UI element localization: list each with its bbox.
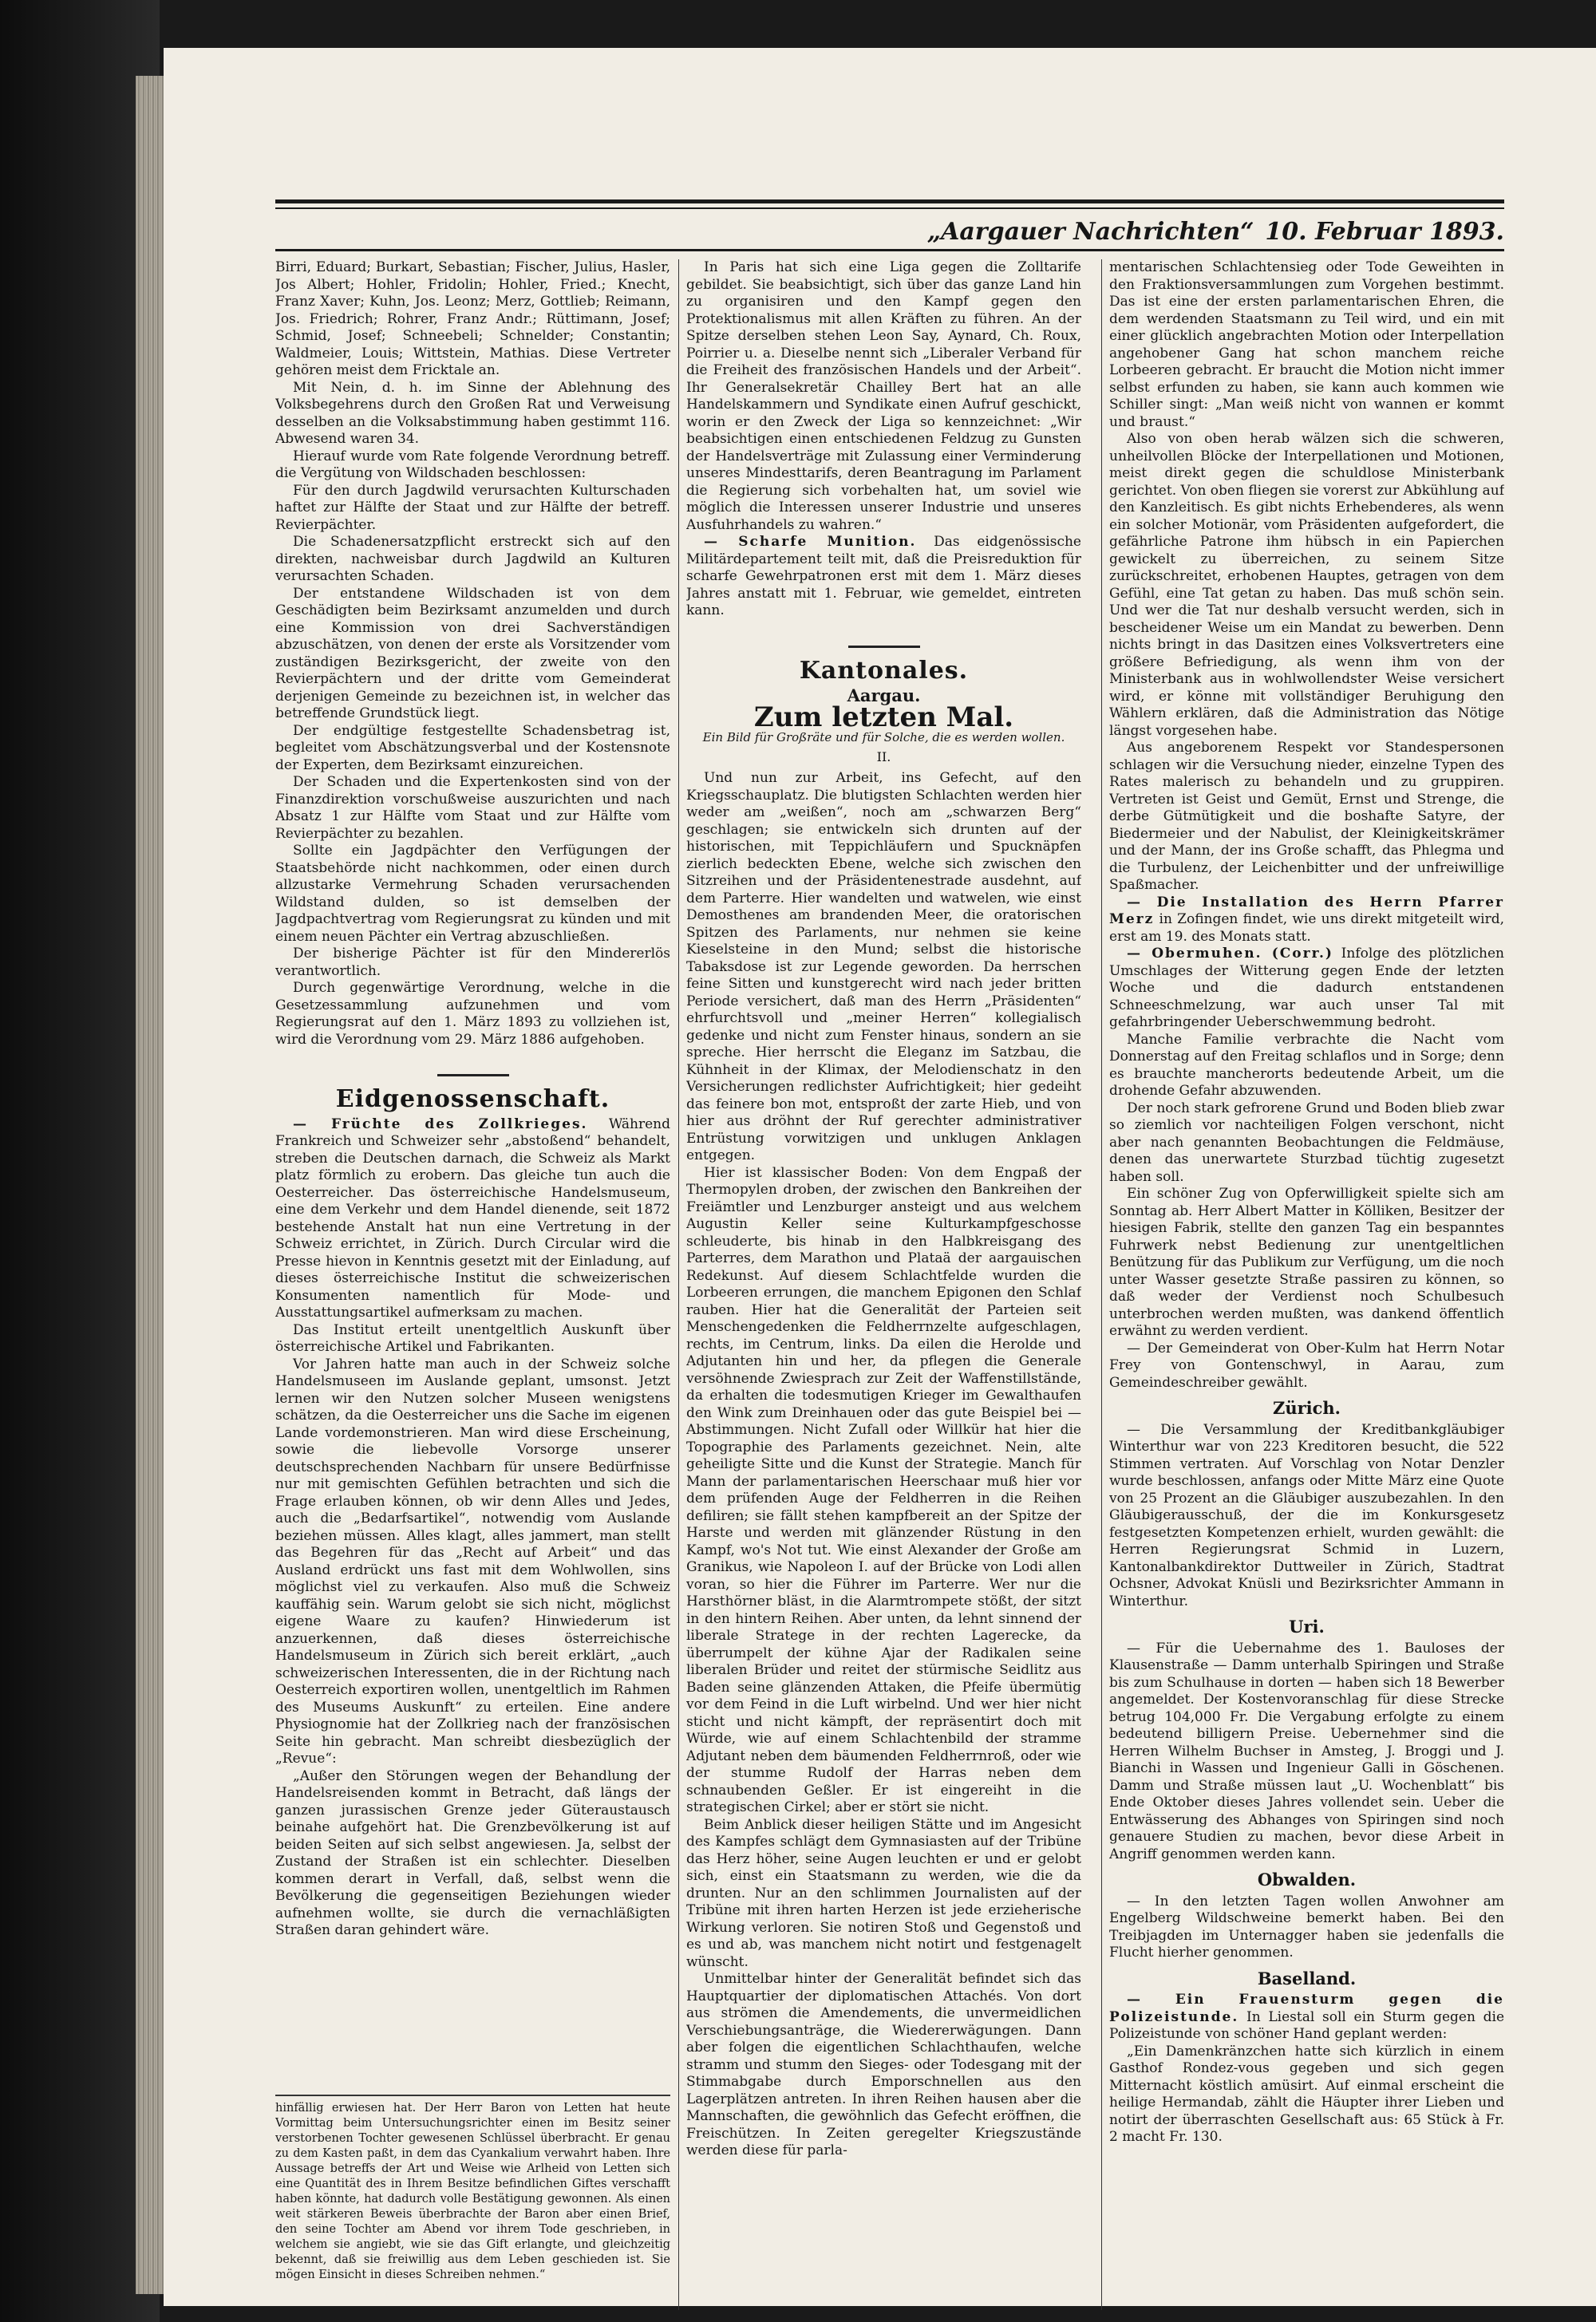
newspaper-page: [164, 48, 1596, 2306]
article-text: In Liestal soll ein Sturm gegen die Polizeistunde von schöner Hand geplant werden:: [1109, 2008, 1504, 2042]
issue-date: 10. Februar 1893.: [1265, 217, 1504, 246]
section-heading-kantonales: Kantonales.: [799, 656, 969, 685]
paragraph: Aus angeborenem Respekt vor Standespersonen schlagen wir die Versuchung nieder, einzelne Typen des Rates malerisch zu behandeln und zu gruppiren. Vertreten ist Geist und Gemüt, Ernst und Strenge, die derbe Gütmütigkeit und die boshafte Satyre, der Biedermeier und der Nabulist, der Kleinigkeitskrämer und der Mann, der ins Große schafft, das Phlegma und die Turbulenz, der Leichenbitter und der unfreiwillige Spaßmacher.: [1109, 740, 1504, 893]
section-heading-eidgenossenschaft: Eidgenossenschaft.: [335, 1085, 610, 1113]
section-divider: [437, 1074, 509, 1076]
paragraph: Für den durch Jagdwild verursachten Kulturschaden haftet zur Hälfte der Staat und zur Hälfte der betreff. Revierpächter.: [275, 482, 670, 533]
article-tagline: Ein Bild für Großräte und für Solche, die es werden wollen.: [702, 730, 1065, 744]
article-lead: — Die Installation des Herrn Pfarrer Merz: [1109, 894, 1504, 927]
page-header: [275, 215, 1504, 247]
section-divider: [848, 646, 920, 648]
paragraph: „Ein Damenkränzchen hatte sich kürzlich in einem Gasthof Rondez-vous gegeben und sich gegen Mitternacht köstlich amüsirt. Auf einmal erscheint die heilige Hermandab, zählt die Häupter ihrer Lieben und notirt der überraschten Gesellschaft aus: 65 Stück à Fr. 2 macht Fr. 130.: [1109, 2043, 1504, 2145]
paragraph: Beim Anblick dieser heiligen Stätte und im Angesicht des Kampfes schlägt dem Gymnasiasten auf der Tribüne das Herz höher, seine Augen leuchten er und er gelobt sich, einst ein Staatsmann zu werden, wie die da drunten. Nur an den schlimmen Journalisten auf der Tribüne mit ihren harten Herzen ist jede erzieherische Wirkung verloren. Sie notiren Stoß und Gegenstoß und es und ab, was manchem nicht notirt und festgenagelt wünscht.: [686, 1816, 1081, 1970]
top-rule: [275, 199, 1504, 203]
paragraph: Mit Nein, d. h. im Sinne der Ablehnung des Volksbegehrens durch den Großen Rat und Verweisung desselben an die Volksabstimmung haben gestimmt 116. Abwesend waren 34.: [275, 379, 670, 447]
paragraph: mentarischen Schlachtensieg oder Tode Geweihten in den Fraktionsversammlungen zum Vorgehen bestimmt. Das ist eine der ersten parlamentarischen Ehren, die dem werdenden Staatsmann zu Teil wird, und ein mit einer glücklich angebrachten Motion oder Interpellation angehobener Gang hat schon manchem reiche Lorbeeren gebracht. Er braucht die Motion nicht immer selbst erfunden zu haben, sie kann auch kommen wie Schiller singt: „Man weiß nicht von wannen er kommt und braust.“: [1109, 259, 1504, 430]
header-rule: [275, 249, 1504, 251]
paragraph: — Die Versammlung der Kreditbankgläubiger Winterthur war von 223 Kreditoren besucht, die 522 Stimmen vertraten. Auf Vorschlag von Notar Denzler wurde beschlossen, anfangs oder Mitte März eine Quote von 25 Prozent an die Gläubiger auszubezahlen. In den Gläubigerausschuß, der die im Konkursgesetz festgesetzten Kompetenzen erhielt, wurden gewählt: die Herren Regierungsrat Schmid in Luzern, Kantonalbankdirektor Duttweiler in Zürich, Stadtrat Ochsner, Advokat Knüsli und Bezirksrichter Ammann in Winterthur.: [1109, 1421, 1504, 1609]
top-rule-thin: [275, 207, 1504, 209]
paragraph: „Außer den Störungen wegen der Behandlung der Handelsreisenden kommt in Betracht, daß längs der ganzen jurassischen Grenze jeder Güteraustausch beinahe aufgehört hat. Die Grenzbevölkerung ist auf beiden Seiten auf sich selbst angewiesen. Ja, selbst der Zustand der Straßen ist ein schlechter. Dieselben kommen derart in Verfall, daß, selbst wenn die Bevölkerung die gegenseitigen Beziehungen wieder aufnehmen wollte, sie durch die vernachläßigten Straßen daran gehindert wäre.: [275, 1767, 670, 1938]
column-rule: [678, 259, 679, 2310]
article-lead: — Obermuhen. (Corr.): [1127, 946, 1333, 962]
paragraph: Der noch stark gefrorene Grund und Boden blieb zwar so ziemlich vor nachteiligen Folgen verschont, nicht aber nach genannten Beobachtungen die Feldmäuse, denen das unerwartete Sturzbad tüchtig zugesetzt haben soll.: [1109, 1100, 1504, 1185]
paragraph: In Paris hat sich eine Liga gegen die Zolltarife gebildet. Sie beabsichtigt, sich über das ganze Land hin zu organisiren und den Kampf gegen den Protektionalismus mit allen Kräften zu führen. An der Spitze derselben stehen Leon Say, Aynard, Ch. Roux, Poirrier u. a. Dieselbe nennt sich „Liberaler Verband für die Freiheit des französischen Handels und der Arbeit“. Ihr Generalsekretär Chailley Bert hat an alle Handelskammern und Syndikate einen Aufruf geschickt, worin er den Zweck der Liga so kennzeichnet: „Wir beabsichtigen einen entschiedenen Feldzug zu Gunsten der Handelsverträge mit Zulassung einer Verminderung unseres Mindesttarifs, deren Beantragung im Parlament die Regierung sich vorbehalten hat, um soviel wie möglich die Interessen unserer Industrie und unseres Ausfuhrhandels zu wahren.“: [686, 259, 1081, 533]
paragraph: [686, 534, 1081, 620]
paragraph: Hier ist klassischer Boden: Von dem Engpaß der Thermopylen droben, der zwischen den Bankreihen der Freiämtler und Lenzburger ansteigt und aus welchem Augustin Keller seine Kulturkampfgeschosse schleuderte, bis hinab in den Halbkreisgang des Parterres, dem Marathon und Plataä der aargauischen Redekunst. Auf diesem Schlachtfelde wurden die Lorbeeren errungen, die manchem Epigonen den Schlaf rauben. Hier hat die Generalität der Parteien seit Menschengedenken die Feldherrnzelte aufgeschlagen, rechts, im Centrum, links. Da eilen die Herolde und Adjutanten hin und her, da pflegen die Generale versöhnende Zwiesprach zur Zeit der Waffenstillstände, da erhalten die todesmutigen Krieger im Gewalthaufen den Wink zum Dreinhauen oder das gute Beispiel bei — Abstimmungen. Nicht Zufall oder Willkür hat hier die Topographie des Parlaments gezeichnet. Nein, alte geheiligte Sitte und die Kunst der Strategie. Manch für Mann der parlamentarischen Heerschaar muß hier vor dem prüfenden Auge der Feldherren in die Reihen defiliren; sie fällt stehen kampfbereit an der Spitze der Harste und werden mit glänzender Rüstung in den Kampf, wo's Not tut. Wie einst Alexander der Große am Granikus, wie Napoleon I. auf der Brücke von Lodi allen voran, so hier die Führer im Parterre. Wer nur die Harsthörner bläst, in die Alarmtrompete stößt, der sitzt in den hintern Reihen. Aber unten, da lehnt sinnend der liberale Stratege in der rechten Lagerecke, da überrumpelt der kühne Ajar der Radikalen seine liberalen Brüder und reitet der stürmische Seidlitz aus Baden seine glänzenden Attaken, die Pfeife übermütig vor dem Feind in die Luft wirbelnd. Und wer hier nicht sticht und nicht kämpft, der repräsentirt doch mit Würde, wie auf einem Schlachtenbild der stramme Adjutant neben dem bäumenden Feldherrnroß, oder wie der stumme Rudolf der Harras neben dem schnaubenden Geßler. Er ist eingereiht in die strategischen Cirkel; aber er stört sie nicht.: [686, 1164, 1081, 1815]
paragraph: Vor Jahren hatte man auch in der Schweiz solche Handelsmuseen im Auslande geplant, umsonst. Jetzt lernen wir den Nutzen solcher Museen wenigstens schätzen, da die Oesterreicher uns die Sache im eigenen Lande vordemonstrieren. Man wird diese Erscheinung, sowie die liebevolle Vorsorge unserer deutschsprechenden Nachbarn für unsere Bedürfnisse nur mit gemischten Gefühlen betrachten und sich die Frage erlauben können, ob wir denn Alles und Jedes, auch die „Bedarfsartikel“, notwendig vom Auslande beziehen müssen. Alles klagt, alles jammert, man stellt das Begehren für das „Recht auf Arbeit“ und das Ausland erdrückt uns fast mit dem Wohlwollen, sins möglichst viel zu verkaufen. Also muß die Schweiz kauffähig sein. Warum gelobt sie sich nicht, möglichst eigene Waare zu kaufen? Hinwiederum ist anzuerkennen, daß dieses österreichische Handelsmuseum in Zürich sich bereit erklärt, „auch schweizerischen Interessenten, die in der Richtung nach Oesterreich exportiren wollen, unentgeltlich im Rahmen des Museums Auskunft“ zu erteilen. Eine andere Physiognomie hat der Zollkrieg nach der französischen Seite hin gebracht. Man schreibt diesbezüglich der „Revue“:: [275, 1356, 670, 1767]
paragraph: [1109, 1992, 1504, 2044]
paragraph: Und nun zur Arbeit, ins Gefecht, auf den Kriegsschauplatz. Die blutigsten Schlachten werden hier weder am „weißen“, noch am „schwarzen Berg“ geschlagen; sie entwickeln sich drunten auf der historischen, mit Teppichläufern und Spucknäpfen zierlich bedeckten Ebene, welche sich zwischen den Sitzreihen und der Präsidentenestrade ausdehnt, auf dem Parterre. Hier wandelten und watwelen, wie einst Demosthenes am brandenden Meer, die oratorischen Spitzen des Parlaments, nur nehmen sie keine Kieselsteine in den Mund; selbst die historische Tabaksdose ist zur Legende geworden. Da herrschen feine Sitten und kunstgerecht wird nach jeder britten Periode versichert, daß man des Herrn „Präsidenten“ ehrfurchtsvoll und „meiner Herren“ kollegialisch gedenke und nicht zum Fenster hinaus, sondern an sie spreche. Hier herrscht die Eleganz im Satzbau, die Kühnheit in der Klimax, der Melodienschatz in den Versicherungen redlichster Aufrichtigkeit; hier gedeiht das feinere bon mot, entsproßt der zarte Hieb, und von hier aus dröhnt der Ruf gerechter administrativer Entrüstung vorwitzigen und unklugen Anklagen entgegen.: [686, 770, 1081, 1163]
paragraph: [1109, 894, 1504, 946]
column-3: [1109, 259, 1504, 2310]
paragraph: Das Institut erteilt unentgeltlich Auskunft über österreichische Artikel und Fabrikanten.: [275, 1321, 670, 1355]
paragraph: Sollte ein Jagdpächter den Verfügungen der Staatsbehörde nicht nachkommen, oder einen durch allzustarke Vermehrung Schaden verursachenden Wildstand dulden, so ist demselben der Jagdpachtvertrag vom Regierungsrat zu künden und mit einem neuen Pächter ein Vertrag abzuschließen.: [275, 843, 670, 945]
paragraph: [1109, 946, 1504, 1032]
article-lead: — Scharfe Munition.: [704, 534, 917, 550]
subsection-uri: Uri.: [1289, 1617, 1325, 1637]
paragraph: Hierauf wurde vom Rate folgende Verordnung betreff. die Vergütung von Wildschaden beschlossen:: [275, 448, 670, 481]
paragraph: Die Schadenersatzpflicht erstreckt sich auf den direkten, nachweisbar durch Jagdwild an Kulturen verursachten Schaden.: [275, 534, 670, 584]
column-1: [275, 259, 670, 2095]
paragraph: — Für die Uebernahme des 1. Bauloses der Klausenstraße — Damm unterhalb Spiringen und Straße bis zum Schulhause in dorten — haben sich 18 Bewerber angemeldet. Der Kostenvoranschlag für diese Strecke betrug 104,000 Fr. Die Vergabung erfolgte zu einem bedeutend billigern Preise. Uebernehmer sind die Herren Wilhelm Buchser in Amsteg, J. Broggi und J. Bianchi in Wassen und Ingenieur Galli in Göschenen. Damm und Straße müssen laut „U. Wochenblatt“ bis Ende Oktober dieses Jahres vollendet sein. Ueber die Entwässerung des Abhanges von Spiringen sind noch genauere Studien zu machen, bevor diese Arbeit in Angriff genommen werden kann.: [1109, 1640, 1504, 1862]
paragraph: [275, 1116, 670, 1322]
paragraph: — In den letzten Tagen wollen Anwohner am Engelberg Wildschweine bemerkt haben. Bei den Treibjagden im Unternagger haben sie jedenfalls die Flucht hierher genommen.: [1109, 1893, 1504, 1961]
article-part-number: II.: [876, 748, 891, 764]
subsection-zurich: Zürich.: [1272, 1398, 1341, 1418]
article-text: in Zofingen findet, wie uns direkt mitgeteilt wird, erst am 19. des Monats statt.: [1109, 911, 1504, 945]
masthead: „Aargauer Nachrichten“: [926, 217, 1254, 246]
names-list: Birri, Eduard; Burkart, Sebastian; Fischer, Julius, Hasler, Jos Albert; Hohler, Fridolin; Hohler, Fried.; Knecht, Franz Xaver; Kuhn, Jos. Leonz; Merz, Gottlieb; Reimann, Jos. Friedrich; Rohrer, Franz Andr.; Rüttimann, Josef; Schmid, Josef; Schneebeli; Schnelder; Constantin; Waldmeier, Louis; Wittstein, Mathias. Diese Vertreter gehören meist dem Fricktale an.: [275, 259, 670, 378]
article-text: Das eidgenössische Militärdepartement teilt mit, daß die Preisreduktion für scharfe Gewehrpatronen erst mit dem 1. März dieses Jahres anstatt mit 1. Februar, wie gemeldet, eintreten kann.: [686, 534, 1081, 618]
feuilleton-text: hinfällig erwiesen hat. Der Herr Baron von Letten hat heute Vormittag beim Untersuchungsrichter einen im Besitz seiner verstorbenen Tochter gewesenen Schlüssel überbracht. Er genau zu dem Kasten paßt, in dem das Cyankalium verwahrt haben. Ihre Aussage betreffs der Art und Weise wie Arlheid von Letten sich eine Quantität des in Ihrem Besitze befindlichen Giftes verschafft haben könnte, hat dadurch volle Bestätigung gewonnen. Als einen weit stärkeren Beweis überbrachte der Baron aber einen Brief, den seine Tochter am Abend vor ihrem Tode geschrieben, in welchem sie angiebt, wie sie das Gift erlangte, und gleichzeitig bekennt, daß sie freiwillig aus dem Leben geschieden ist. Sie mögen Einsicht in dieses Schreiben nehmen.“: [275, 2102, 670, 2281]
article-text: Infolge des plötzlichen Umschlages der Witterung gegen Ende der letzten Woche und die dadurch entstandenen Schneeschmelzung, war auch unser Tal mit gefahrbringender Ueberschwemmung bedroht.: [1109, 946, 1504, 1030]
paragraph: — Der Gemeinderat von Ober-Kulm hat Herrn Notar Frey von Gontenschwyl, in Aarau, zum Gemeindeschreiber gewählt.: [1109, 1340, 1504, 1391]
article-headline: Zum letzten Mal.: [753, 701, 1014, 733]
paragraph: Also von oben herab wälzen sich die schweren, unheilvollen Blöcke der Interpellationen und Motionen, meist direkt gegen die schuldlose Ministerbank gerichtet. Von oben fliegen sie vorerst zur Abkühlung auf den Kanzleitisch. Es gibt nichts Erhebenderes, als wenn ein solcher Motionär, vom Präsidenten aufgefordert, die gefährliche Patrone ihm hübsch in ein Papierchen gewickelt zu überreichen, zu seinem Sitze zurückschreitet, erhobenen Hauptes, getragen von dem Gefühl, eine Tat getan zu haben. Das muß schön sein. Und wer die Tat nur deshalb versucht werden, sich in bescheidener Weise um ein Mandat zu bewerben. Denn nichts bringt in das Dasitzen eines Volksvertreters eine größere Befriedigung, als wenn ihm von der Ministerbank aus in wohlwollendster Weise versichert wird, er könne mit vollständiger Beruhigung den Wählern erklären, daß die Administration das Nötige längst vorgesehen habe.: [1109, 431, 1504, 739]
article-lead: — Ein Frauensturm gegen die Polizeistunde.: [1109, 1992, 1504, 2025]
column-2: [686, 259, 1081, 2310]
paragraph: Durch gegenwärtige Verordnung, welche in die Gesetzessammlung aufzunehmen und vom Regierungsrat auf den 1. März 1893 zu vollziehen ist, wird die Verordnung vom 29. März 1886 aufgehoben.: [275, 980, 670, 1048]
paragraph: Ein schöner Zug von Opferwilligkeit spielte sich am Sonntag ab. Herr Albert Matter in Kölliken, Besitzer der hiesigen Fabrik, stellte den ganzen Tag ein bespanntes Fuhrwerk nebst Bedienung zur unentgeltlichen Benützung für das Publikum zur Verfügung, um die noch unter Wasser gesetzte Straße passiren zu können, so daß weder der Verdienst noch Schulbesuch unterbrochen werden mußten, was dankend öffentlich erwähnt zu werden verdient.: [1109, 1186, 1504, 1339]
paragraph: Der endgültige festgestellte Schadensbetrag ist, begleitet vom Abschätzungsverbal und der Kostensnote der Experten, dem Bezirksamt einzureichen.: [275, 722, 670, 773]
article-lead: — Früchte des Zollkrieges.: [293, 1116, 588, 1132]
paragraph: Der bisherige Pächter ist für den Mindererlös verantwortlich.: [275, 946, 670, 979]
article-text: Während Frankreich und Schweizer sehr „abstoßend“ behandelt, streben die Deutschen darnach, die Schweiz als Markt platz förmlich zu erobern. Das gleiche tun auch die Oesterreicher. Das österreichische Handelsmuseum, eine dem Verkehr und dem Handel dienende, seit 1872 bestehende Anstalt hat nun eine Vertretung in der Schweiz errichtet, in Zürich. Durch Circular wird die Presse hievon in Kenntnis gesetzt mit der Einladung, auf dieses österreichische Institut die schweizerischen Konsumenten namentlich für Mode- und Ausstattungsartikel aufmerksam zu machen.: [275, 1116, 670, 1321]
paragraph: Der Schaden und die Expertenkosten sind von der Finanzdirektion vorschußweise auszurichten und nach Absatz 1 zur Hälfte vom Staat und zur Hälfte vom Revierpächter zu bezahlen.: [275, 774, 670, 842]
feuilleton-footnote: [275, 2095, 670, 2316]
subsection-aargau: Aargau.: [847, 685, 921, 705]
paragraph: Manche Familie verbrachte die Nacht vom Donnerstag auf den Freitag schlaflos und in Sorge; denn es brauchte mancherorts bedeutende Arbeit, um die drohende Gefahr abzuwenden.: [1109, 1031, 1504, 1099]
subsection-baselland: Baselland.: [1257, 1968, 1357, 1988]
paragraph: Der entstandene Wildschaden ist von dem Geschädigten beim Bezirksamt anzumelden und durch eine Kommission von drei Sachverständigen abzuschätzen, von denen der erste als Vorsitzender vom zuständigen Bezirksgericht, der zweite von den Revierpächtern und der dritte vom Gemeinderat derjenigen Gemeinde zu bezeichnen ist, in welcher das betreffende Grundstück liegt.: [275, 585, 670, 721]
paragraph: Unmittelbar hinter der Generalität befindet sich das Hauptquartier der diplomatischen Attachés. Von dort aus strömen die Amendements, die unvermeidlichen Verschiebungsanträge, die Wiedererwägungen. Dann aber folgen die eigentlichen Schlachthaufen, welche stramm und stumm den Sieges- oder Todesgang mit der Stimmabgabe durch Emporschnellen aus den Lagerplätzen antreten. In ihren Reihen hausen aber die Mannschaften, die gewöhnlich das Gefecht eröffnen, die Freischützen. In Zeiten geregelter Kriegszustände werden diese für parla-: [686, 1971, 1081, 2158]
column-rule: [1101, 259, 1102, 2310]
subsection-obwalden: Obwalden.: [1257, 1870, 1357, 1890]
